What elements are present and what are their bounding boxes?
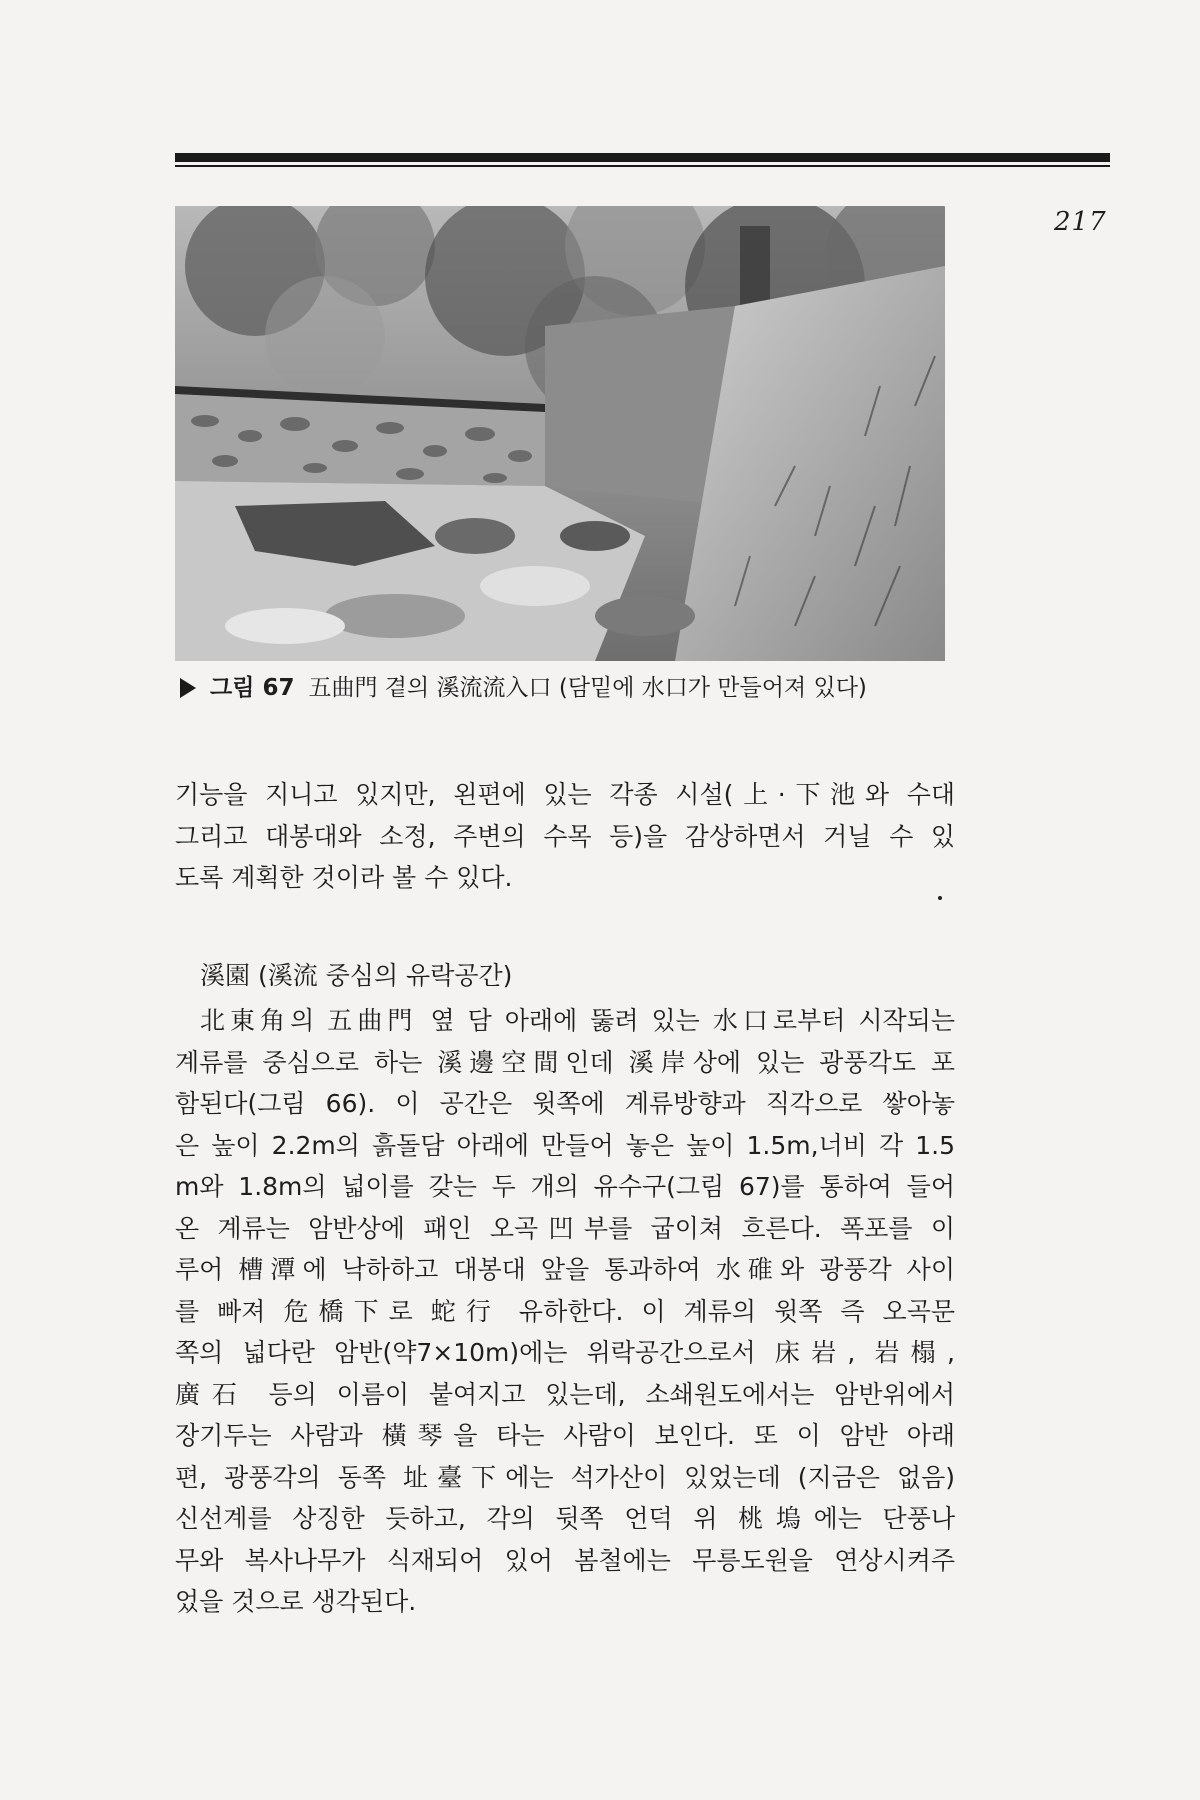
page-number: 217 [1054,207,1107,237]
paragraph-line: 었을 것으로 생각된다. [175,1587,417,1616]
paragraph-line: 北東角의 五曲門 옆 담 아래에 뚫려 있는 水口로부터 시작되는 [200,1006,955,1035]
paragraph-1 [175,774,955,899]
figure-caption [180,669,980,702]
triangle-marker-icon [180,678,196,698]
header-rule-thin [175,165,1110,167]
paragraph-line: 함된다(그림 66). 이 공간은 윗쪽에 계류방향과 직각으로 쌓아놓 [175,1089,955,1118]
figure-photo [175,206,945,661]
paragraph-line: 쪽의 넓다란 암반(약7×10m)에는 위락공간으로서 床岩, 岩榻, [175,1338,955,1367]
paragraph-line: 온 계류는 암반상에 패인 오곡凹부를 굽이쳐 흐른다. 폭포를 이 [175,1213,955,1243]
section-heading: 溪園 (溪流 중심의 유락공간) [200,961,513,990]
figure-caption-text: 五曲門 곁의 溪流流入口 (담밑에 水口가 만들어져 있다) [308,675,867,701]
figure-label: 그림 67 [210,675,295,701]
paragraph-line: 그리고 대봉대와 소정, 주변의 수목 등)을 감상하면서 거닐 수 있 [175,821,955,851]
paragraph-line: 루어 槽潭에 낙하하고 대봉대 앞을 통과하여 水碓와 광풍각 사이 [175,1255,955,1284]
paragraph-line: 도록 계획한 것이라 볼 수 있다. [175,863,513,892]
paragraph-line: m와 1.8m의 넓이를 갖는 두 개의 유수구(그림 67)를 통하여 들어 [175,1172,955,1201]
paragraph-2 [175,1000,955,1623]
paragraph-line: 은 높이 2.2m의 흙돌담 아래에 만들어 놓은 높이 1.5m,너비 각 1.5 [175,1130,955,1160]
header-rule [175,153,1110,162]
paragraph-line: 무와 복사나무가 식재되어 있어 봄철에는 무릉도원을 연상시켜주 [175,1545,955,1575]
stray-dot [938,896,942,900]
paragraph-line: 장기두는 사람과 橫琴을 타는 사람이 보인다. 또 이 암반 아래 [175,1421,955,1450]
paragraph-line: 기능을 지니고 있지만, 왼편에 있는 각종 시설(上·下池와 수대 [175,780,955,809]
paragraph-line: 를 빠져 危橋下로 蛇行 유하한다. 이 계류의 윗쪽 즉 오곡문 [175,1296,955,1326]
paragraph-line: 편, 광풍각의 동쪽 址臺下에는 석가산이 있었는데 (지금은 없음) [175,1462,955,1492]
paragraph-line: 신선계를 상징한 듯하고, 각의 뒷쪽 언덕 위 桃塢에는 단풍나 [175,1504,955,1533]
paragraph-line: 廣石 등의 이름이 붙여지고 있는데, 소쇄원도에서는 암반위에서 [175,1379,955,1409]
paragraph-line: 계류를 중심으로 하는 溪邊空間인데 溪岸상에 있는 광풍각도 포 [175,1047,955,1077]
